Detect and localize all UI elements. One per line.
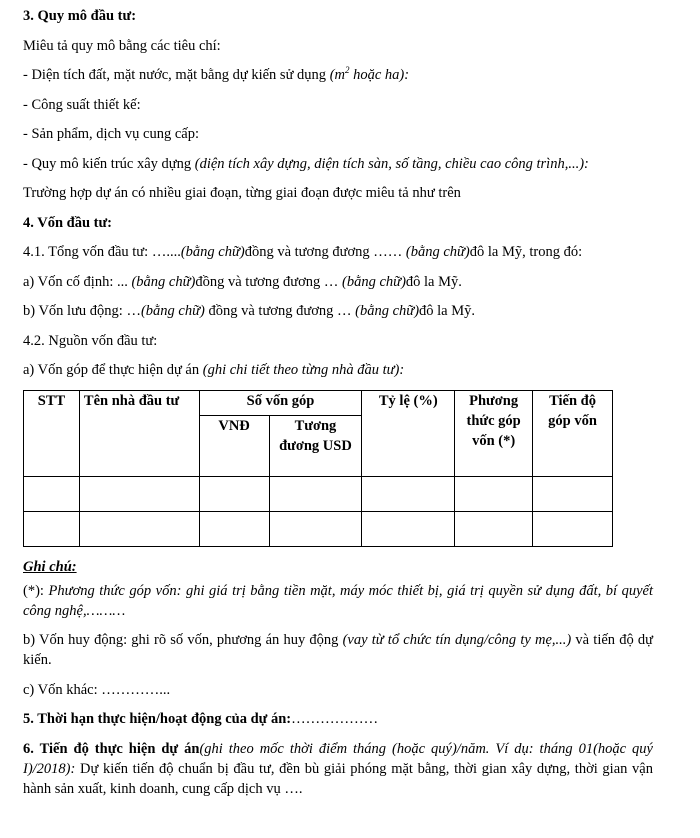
working-capital-label: b) Vốn lưu động: … — [23, 303, 141, 319]
section-6-example: (ghi theo mốc thời điểm tháng (hoặc quý)/năm. Ví dụ: tháng 01(hoặc quý I)/2018): — [23, 740, 653, 777]
header-contribution-method: Phương thức góp vốn (*) — [455, 390, 533, 476]
land-unit-sup: 2 — [345, 65, 350, 76]
land-unit-m: (m — [329, 67, 345, 83]
header-vnd: VNĐ — [199, 415, 269, 476]
fixed-words-usd: (bằng chữ) — [342, 273, 406, 290]
section-6-heading: 6. Tiến độ thực hiện dự án — [23, 740, 200, 757]
capacity-item: - Công suất thiết kế: — [23, 96, 141, 113]
header-usd-equivalent: Tương đương USD — [269, 415, 362, 476]
note-marker: (*): — [23, 582, 49, 599]
contribution-detail: (ghi chi tiết theo từng nhà đầu tư): — [202, 362, 405, 378]
table-cell — [533, 511, 613, 546]
total-capital-line — [23, 242, 653, 262]
table-cell — [24, 476, 80, 511]
total-words-vnd: (bằng chữ) — [180, 244, 245, 260]
table-cell — [79, 511, 199, 546]
note-heading: Ghi chú: — [23, 558, 77, 575]
fixed-words-vnd: (bằng chữ) — [131, 273, 196, 290]
working-words-usd: (bằng chữ) — [355, 303, 420, 319]
header-stt: STT — [24, 390, 80, 476]
working-equiv: đồng và tương đương … — [208, 303, 356, 319]
total-words-usd: (bằng chữ) — [405, 244, 470, 260]
fixed-equiv: đồng và tương đương … — [195, 273, 343, 290]
table-cell — [269, 511, 362, 546]
table-cell — [199, 476, 269, 511]
section-3-heading: 3. Quy mô đầu tư: — [23, 8, 137, 24]
table-cell — [199, 511, 269, 546]
capital-source-heading: 4.2. Nguồn vốn đầu tư: — [23, 332, 158, 349]
other-capital-line: c) Vốn khác: …………... — [23, 681, 171, 698]
fixed-capital-line — [23, 272, 653, 292]
working-capital-line — [23, 301, 653, 321]
table-row — [24, 476, 613, 511]
total-capital-label: 4.1. Tổng vốn đầu tư: ….... — [23, 244, 181, 260]
architecture-label: - Quy mô kiến trúc xây dựng — [23, 155, 195, 172]
land-area-item — [23, 65, 653, 85]
total-equiv: đồng và tương đương …… — [244, 244, 406, 260]
architecture-detail: (diện tích xây dựng, diện tích sàn, số tầng, chiều cao công trình,...): — [194, 155, 589, 172]
table-cell — [269, 476, 362, 511]
note-text — [23, 581, 653, 621]
phases-note: Trường hợp dự án có nhiều giai đoạn, từng giai đoạn được miêu tả như trên — [23, 185, 461, 201]
table-row — [24, 511, 613, 546]
fixed-tail: đô la Mỹ. — [405, 273, 462, 290]
header-ratio: Tỷ lệ (%) — [362, 390, 455, 476]
architecture-item — [23, 154, 653, 174]
table-cell — [24, 511, 80, 546]
mobilized-label: b) Vốn huy động: ghi rõ số vốn, phương án huy động — [23, 632, 343, 648]
note-detail: Phương thức góp vốn: ghi giá trị bằng tiền mặt, máy móc thiết bị, giá trị quyền sử dụng đất, bí quyết công nghệ,……… — [23, 582, 653, 619]
section-6-text: Dự kiến tiến độ chuẩn bị đầu tư, đền bù giải phóng mặt bằng, thời gian xây dựng, thời gian vận hành sản xuất, kinh doanh, cung cấp dịch vụ …. — [23, 760, 653, 797]
table-cell — [455, 476, 533, 511]
table-cell — [455, 511, 533, 546]
document — [23, 6, 653, 808]
fixed-capital-label: a) Vốn cố định: ... — [23, 273, 132, 290]
header-investor-name: Tên nhà đầu tư — [79, 390, 199, 476]
contribution-label: a) Vốn góp để thực hiện dự án — [23, 362, 203, 378]
land-unit-rest: hoặc ha): — [349, 67, 410, 83]
mobilized-detail: (vay từ tổ chức tín dụng/công ty mẹ,...) — [342, 632, 572, 648]
contribution-line — [23, 360, 653, 380]
working-words-vnd: (bằng chữ) — [140, 303, 209, 319]
products-item: - Sản phẩm, dịch vụ cung cấp: — [23, 126, 199, 142]
mobilized-tail: và tiến độ dự kiến. — [23, 632, 654, 668]
header-contribution-progress: Tiến độ góp vốn — [533, 390, 613, 476]
working-tail: đô la Mỹ. — [419, 303, 476, 319]
table-cell — [533, 476, 613, 511]
section-4-heading: 4. Vốn đầu tư: — [23, 214, 113, 231]
land-area-label: - Diện tích đất, mặt nước, mặt bằng dự kiến sử dụng — [23, 67, 330, 83]
header-contributed-capital: Số vốn góp — [199, 390, 362, 415]
scale-intro: Miêu tả quy mô bằng các tiêu chí: — [23, 37, 221, 54]
table-cell — [362, 476, 455, 511]
section-5-dots: ……………… — [291, 711, 379, 727]
section-5-heading: 5. Thời hạn thực hiện/hoạt động của dự án: — [23, 711, 292, 727]
total-tail: đô la Mỹ, trong đó: — [469, 244, 583, 260]
mobilized-capital-line — [23, 630, 653, 670]
investor-table — [23, 390, 613, 547]
section-6-paragraph — [23, 739, 653, 799]
table-cell — [79, 476, 199, 511]
section-5-line — [23, 709, 653, 729]
land-unit — [330, 67, 409, 83]
table-cell — [362, 511, 455, 546]
